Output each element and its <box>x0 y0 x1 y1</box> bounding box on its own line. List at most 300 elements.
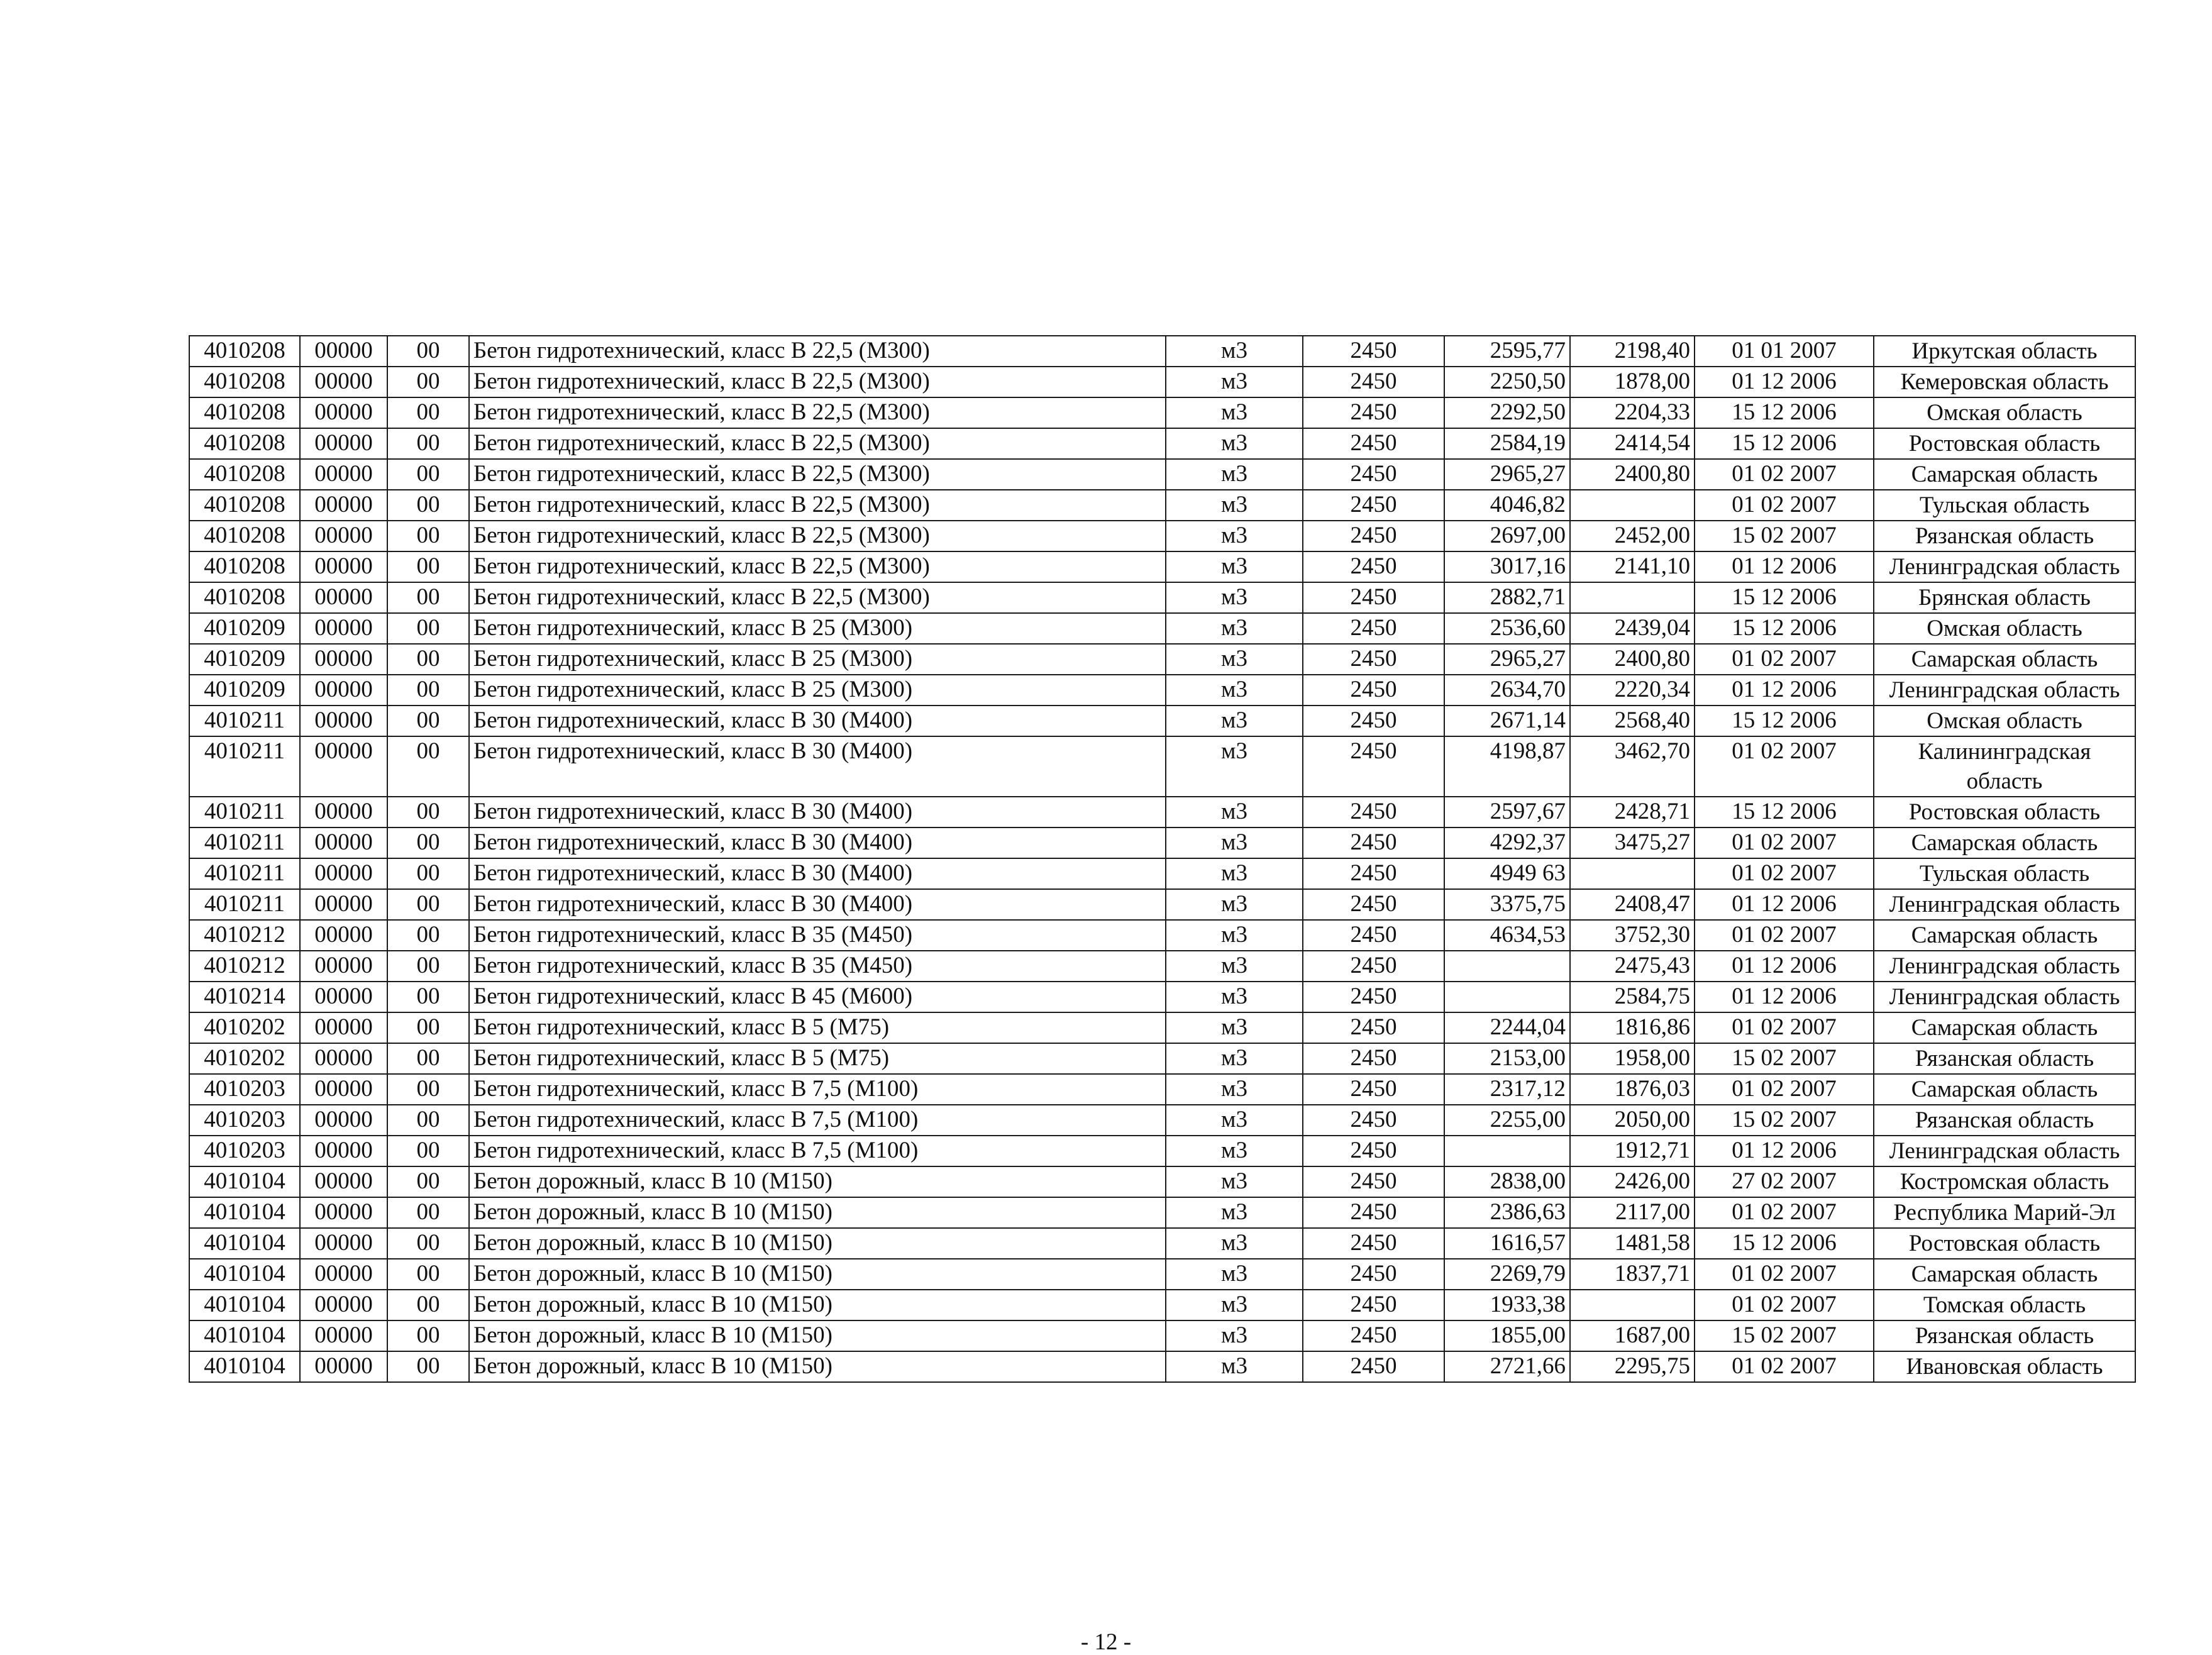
cell-version: 00 <box>387 951 469 982</box>
table-row <box>189 736 2135 797</box>
cell-price-2: 2439,04 <box>1570 613 1695 644</box>
cell-code: 4010104 <box>189 1320 300 1351</box>
table-row <box>189 920 2135 951</box>
cell-region: Кемеровская область <box>1874 367 2135 397</box>
cell-material-name: Бетон дорожный, класс В 10 (М150) <box>469 1197 1166 1228</box>
cell-price-1 <box>1444 982 1570 1012</box>
page-number: - 12 - <box>1080 1629 1132 1655</box>
cell-price-2: 2426,00 <box>1570 1166 1695 1197</box>
table-row <box>189 1136 2135 1166</box>
table-row <box>189 1074 2135 1105</box>
cell-version: 00 <box>387 459 469 490</box>
cell-code: 4010203 <box>189 1105 300 1136</box>
table-row <box>189 828 2135 858</box>
cell-code: 4010209 <box>189 644 300 675</box>
cell-material-name: Бетон гидротехнический, класс В 22,5 (М300) <box>469 397 1166 428</box>
cell-unit: м3 <box>1166 336 1303 367</box>
cell-price-2: 2295,75 <box>1570 1351 1695 1382</box>
cell-region: Омская область <box>1874 397 2135 428</box>
cell-density: 2450 <box>1303 644 1444 675</box>
cell-density: 2450 <box>1303 490 1444 521</box>
cell-region: Рязанская область <box>1874 1043 2135 1074</box>
cell-unit: м3 <box>1166 982 1303 1012</box>
cell-region: Ростовская область <box>1874 428 2135 459</box>
table-row <box>189 521 2135 551</box>
table-row <box>189 951 2135 982</box>
cell-version: 00 <box>387 920 469 951</box>
cell-unit: м3 <box>1166 367 1303 397</box>
cell-region: Самарская область <box>1874 920 2135 951</box>
cell-region: Ленинградская область <box>1874 1136 2135 1166</box>
table-row <box>189 490 2135 521</box>
cell-density: 2450 <box>1303 1351 1444 1382</box>
cell-version: 00 <box>387 797 469 828</box>
cell-material-name: Бетон дорожный, класс В 10 (М150) <box>469 1290 1166 1320</box>
cell-date: 01 02 2007 <box>1695 1074 1874 1105</box>
table-row <box>189 397 2135 428</box>
cell-material-name: Бетон гидротехнический, класс В 30 (М400) <box>469 706 1166 736</box>
cell-subcode: 00000 <box>300 797 387 828</box>
cell-price-1: 2882,71 <box>1444 582 1570 613</box>
cell-date: 01 02 2007 <box>1695 644 1874 675</box>
cell-code: 4010208 <box>189 551 300 582</box>
cell-code: 4010104 <box>189 1351 300 1382</box>
table-row <box>189 1259 2135 1290</box>
cell-date: 15 12 2006 <box>1695 1228 1874 1259</box>
cell-density: 2450 <box>1303 428 1444 459</box>
cell-unit: м3 <box>1166 1166 1303 1197</box>
cell-unit: м3 <box>1166 1043 1303 1074</box>
cell-date: 01 02 2007 <box>1695 459 1874 490</box>
cell-material-name: Бетон гидротехнический, класс В 22,5 (М300) <box>469 428 1166 459</box>
cell-material-name: Бетон дорожный, класс В 10 (М150) <box>469 1351 1166 1382</box>
cell-region: Республика Марий-Эл <box>1874 1197 2135 1228</box>
cell-region: Ленинградская область <box>1874 889 2135 920</box>
cell-code: 4010212 <box>189 951 300 982</box>
cell-unit: м3 <box>1166 1320 1303 1351</box>
cell-unit: м3 <box>1166 521 1303 551</box>
cell-price-1: 2269,79 <box>1444 1259 1570 1290</box>
cell-price-1: 2965,27 <box>1444 459 1570 490</box>
cell-date: 01 12 2006 <box>1695 982 1874 1012</box>
cell-price-1: 2584,19 <box>1444 428 1570 459</box>
cell-material-name: Бетон гидротехнический, класс В 35 (М450) <box>469 951 1166 982</box>
cell-unit: м3 <box>1166 736 1303 797</box>
cell-version: 00 <box>387 1351 469 1382</box>
cell-date: 01 02 2007 <box>1695 1012 1874 1043</box>
cell-version: 00 <box>387 490 469 521</box>
cell-subcode: 00000 <box>300 428 387 459</box>
cell-code: 4010202 <box>189 1012 300 1043</box>
cell-price-1: 4046,82 <box>1444 490 1570 521</box>
table-row <box>189 797 2135 828</box>
cell-subcode: 00000 <box>300 982 387 1012</box>
cell-date: 15 12 2006 <box>1695 582 1874 613</box>
cell-density: 2450 <box>1303 1136 1444 1166</box>
table-row <box>189 1197 2135 1228</box>
cell-density: 2450 <box>1303 1012 1444 1043</box>
table-row <box>189 582 2135 613</box>
cell-subcode: 00000 <box>300 920 387 951</box>
cell-date: 01 02 2007 <box>1695 1351 1874 1382</box>
cell-price-2: 3752,30 <box>1570 920 1695 951</box>
table-row <box>189 336 2135 367</box>
cell-price-1 <box>1444 1136 1570 1166</box>
cell-price-2: 1687,00 <box>1570 1320 1695 1351</box>
cell-unit: м3 <box>1166 858 1303 889</box>
cell-region: Брянская область <box>1874 582 2135 613</box>
cell-density: 2450 <box>1303 551 1444 582</box>
cell-region: Костромская область <box>1874 1166 2135 1197</box>
cell-price-1: 2595,77 <box>1444 336 1570 367</box>
cell-material-name: Бетон дорожный, класс В 10 (М150) <box>469 1166 1166 1197</box>
cell-price-2: 1912,71 <box>1570 1136 1695 1166</box>
cell-material-name: Бетон гидротехнический, класс В 5 (М75) <box>469 1043 1166 1074</box>
cell-price-1: 4634,53 <box>1444 920 1570 951</box>
cell-code: 4010209 <box>189 613 300 644</box>
cell-code: 4010208 <box>189 521 300 551</box>
cell-version: 00 <box>387 1320 469 1351</box>
cell-subcode: 00000 <box>300 644 387 675</box>
cell-price-1: 2597,67 <box>1444 797 1570 828</box>
cell-subcode: 00000 <box>300 858 387 889</box>
cell-code: 4010208 <box>189 367 300 397</box>
cell-unit: м3 <box>1166 675 1303 706</box>
cell-price-1: 3017,16 <box>1444 551 1570 582</box>
cell-region: Ленинградская область <box>1874 982 2135 1012</box>
cell-unit: м3 <box>1166 1074 1303 1105</box>
cell-density: 2450 <box>1303 675 1444 706</box>
cell-region: Ленинградская область <box>1874 675 2135 706</box>
table-row <box>189 367 2135 397</box>
table-row <box>189 1166 2135 1197</box>
cell-subcode: 00000 <box>300 675 387 706</box>
cell-region: Ленинградская область <box>1874 551 2135 582</box>
cell-price-2: 2428,71 <box>1570 797 1695 828</box>
cell-density: 2450 <box>1303 797 1444 828</box>
cell-version: 00 <box>387 1166 469 1197</box>
cell-price-2 <box>1570 490 1695 521</box>
table-row <box>189 675 2135 706</box>
cell-date: 01 01 2007 <box>1695 336 1874 367</box>
cell-subcode: 00000 <box>300 1228 387 1259</box>
cell-code: 4010211 <box>189 858 300 889</box>
cell-date: 15 12 2006 <box>1695 613 1874 644</box>
cell-price-1: 2721,66 <box>1444 1351 1570 1382</box>
cell-material-name: Бетон гидротехнический, класс В 30 (М400) <box>469 797 1166 828</box>
cell-date: 15 02 2007 <box>1695 521 1874 551</box>
cell-region: Тульская область <box>1874 490 2135 521</box>
cell-subcode: 00000 <box>300 582 387 613</box>
cell-version: 00 <box>387 521 469 551</box>
cell-price-1: 2536,60 <box>1444 613 1570 644</box>
cell-price-1: 2292,50 <box>1444 397 1570 428</box>
cell-date: 01 12 2006 <box>1695 551 1874 582</box>
cell-price-2: 1837,71 <box>1570 1259 1695 1290</box>
cell-price-1: 2671,14 <box>1444 706 1570 736</box>
cell-price-1: 2965,27 <box>1444 644 1570 675</box>
cell-unit: м3 <box>1166 1136 1303 1166</box>
cell-density: 2450 <box>1303 920 1444 951</box>
cell-version: 00 <box>387 858 469 889</box>
cell-date: 01 02 2007 <box>1695 828 1874 858</box>
cell-price-2: 3462,70 <box>1570 736 1695 797</box>
cell-version: 00 <box>387 706 469 736</box>
cell-price-2: 2141,10 <box>1570 551 1695 582</box>
cell-region: Самарская область <box>1874 828 2135 858</box>
cell-material-name: Бетон гидротехнический, класс В 30 (М400) <box>469 828 1166 858</box>
cell-price-1: 2255,00 <box>1444 1105 1570 1136</box>
price-table <box>189 335 2136 1383</box>
cell-density: 2450 <box>1303 336 1444 367</box>
cell-price-1: 2317,12 <box>1444 1074 1570 1105</box>
cell-code: 4010208 <box>189 459 300 490</box>
cell-price-1: 1855,00 <box>1444 1320 1570 1351</box>
cell-density: 2450 <box>1303 858 1444 889</box>
cell-price-1: 2838,00 <box>1444 1166 1570 1197</box>
cell-date: 01 02 2007 <box>1695 1259 1874 1290</box>
cell-density: 2450 <box>1303 736 1444 797</box>
cell-material-name: Бетон дорожный, класс В 10 (М150) <box>469 1320 1166 1351</box>
cell-material-name: Бетон дорожный, класс В 10 (М150) <box>469 1259 1166 1290</box>
cell-price-1: 2697,00 <box>1444 521 1570 551</box>
cell-version: 00 <box>387 582 469 613</box>
cell-subcode: 00000 <box>300 1290 387 1320</box>
cell-subcode: 00000 <box>300 1012 387 1043</box>
cell-unit: м3 <box>1166 490 1303 521</box>
cell-region: Самарская область <box>1874 1074 2135 1105</box>
cell-code: 4010208 <box>189 490 300 521</box>
cell-unit: м3 <box>1166 459 1303 490</box>
cell-density: 2450 <box>1303 521 1444 551</box>
cell-version: 00 <box>387 736 469 797</box>
cell-density: 2450 <box>1303 1166 1444 1197</box>
cell-region: Рязанская область <box>1874 521 2135 551</box>
table-body <box>189 336 2135 1382</box>
cell-code: 4010203 <box>189 1136 300 1166</box>
cell-code: 4010211 <box>189 889 300 920</box>
table-row <box>189 1228 2135 1259</box>
cell-region: Томская область <box>1874 1290 2135 1320</box>
cell-price-1: 1933,38 <box>1444 1290 1570 1320</box>
cell-price-2: 2400,80 <box>1570 644 1695 675</box>
cell-region: Самарская область <box>1874 459 2135 490</box>
cell-version: 00 <box>387 1136 469 1166</box>
cell-price-1: 4949 63 <box>1444 858 1570 889</box>
cell-subcode: 00000 <box>300 551 387 582</box>
cell-material-name: Бетон гидротехнический, класс В 7,5 (М100) <box>469 1074 1166 1105</box>
cell-price-1: 1616,57 <box>1444 1228 1570 1259</box>
cell-subcode: 00000 <box>300 1105 387 1136</box>
cell-density: 2450 <box>1303 459 1444 490</box>
cell-version: 00 <box>387 1290 469 1320</box>
cell-version: 00 <box>387 613 469 644</box>
cell-code: 4010208 <box>189 582 300 613</box>
cell-date: 15 12 2006 <box>1695 428 1874 459</box>
cell-date: 01 12 2006 <box>1695 951 1874 982</box>
cell-density: 2450 <box>1303 1259 1444 1290</box>
cell-subcode: 00000 <box>300 1351 387 1382</box>
cell-material-name: Бетон гидротехнический, класс В 25 (М300) <box>469 613 1166 644</box>
cell-price-2: 1878,00 <box>1570 367 1695 397</box>
cell-price-2: 2414,54 <box>1570 428 1695 459</box>
table-row <box>189 1043 2135 1074</box>
cell-version: 00 <box>387 828 469 858</box>
cell-region: Ростовская область <box>1874 797 2135 828</box>
cell-date: 15 12 2006 <box>1695 797 1874 828</box>
cell-unit: м3 <box>1166 582 1303 613</box>
cell-version: 00 <box>387 1012 469 1043</box>
cell-region: Рязанская область <box>1874 1105 2135 1136</box>
cell-date: 01 02 2007 <box>1695 1290 1874 1320</box>
cell-date: 01 12 2006 <box>1695 889 1874 920</box>
cell-price-2 <box>1570 1290 1695 1320</box>
cell-code: 4010211 <box>189 706 300 736</box>
cell-price-1: 2386,63 <box>1444 1197 1570 1228</box>
cell-date: 15 12 2006 <box>1695 397 1874 428</box>
cell-region: Тульская область <box>1874 858 2135 889</box>
cell-subcode: 00000 <box>300 1166 387 1197</box>
cell-material-name: Бетон дорожный, класс В 10 (М150) <box>469 1228 1166 1259</box>
table-row <box>189 889 2135 920</box>
cell-unit: м3 <box>1166 920 1303 951</box>
cell-code: 4010209 <box>189 675 300 706</box>
cell-material-name: Бетон гидротехнический, класс В 22,5 (М300) <box>469 582 1166 613</box>
cell-subcode: 00000 <box>300 1043 387 1074</box>
table-row <box>189 1290 2135 1320</box>
cell-price-2: 2584,75 <box>1570 982 1695 1012</box>
cell-material-name: Бетон гидротехнический, класс В 22,5 (М300) <box>469 521 1166 551</box>
cell-date: 01 02 2007 <box>1695 490 1874 521</box>
cell-density: 2450 <box>1303 1320 1444 1351</box>
cell-version: 00 <box>387 428 469 459</box>
cell-material-name: Бетон гидротехнический, класс В 22,5 (М300) <box>469 459 1166 490</box>
cell-price-2: 2452,00 <box>1570 521 1695 551</box>
cell-price-1 <box>1444 951 1570 982</box>
cell-version: 00 <box>387 982 469 1012</box>
cell-material-name: Бетон гидротехнический, класс В 5 (М75) <box>469 1012 1166 1043</box>
table-row <box>189 459 2135 490</box>
cell-price-2: 1816,86 <box>1570 1012 1695 1043</box>
cell-density: 2450 <box>1303 613 1444 644</box>
cell-date: 15 12 2006 <box>1695 706 1874 736</box>
cell-price-1: 3375,75 <box>1444 889 1570 920</box>
table-row <box>189 982 2135 1012</box>
cell-code: 4010104 <box>189 1166 300 1197</box>
cell-version: 00 <box>387 367 469 397</box>
cell-material-name: Бетон гидротехнический, класс В 30 (М400) <box>469 858 1166 889</box>
cell-price-2: 1876,03 <box>1570 1074 1695 1105</box>
cell-density: 2450 <box>1303 706 1444 736</box>
cell-date: 27 02 2007 <box>1695 1166 1874 1197</box>
cell-version: 00 <box>387 1259 469 1290</box>
cell-code: 4010208 <box>189 428 300 459</box>
cell-material-name: Бетон гидротехнический, класс В 22,5 (М300) <box>469 367 1166 397</box>
cell-unit: м3 <box>1166 1290 1303 1320</box>
cell-date: 15 02 2007 <box>1695 1043 1874 1074</box>
cell-code: 4010104 <box>189 1259 300 1290</box>
cell-date: 01 12 2006 <box>1695 1136 1874 1166</box>
cell-date: 15 02 2007 <box>1695 1105 1874 1136</box>
cell-density: 2450 <box>1303 1290 1444 1320</box>
cell-density: 2450 <box>1303 582 1444 613</box>
cell-version: 00 <box>387 675 469 706</box>
cell-unit: м3 <box>1166 1259 1303 1290</box>
cell-region: Ивановская область <box>1874 1351 2135 1382</box>
cell-unit: м3 <box>1166 706 1303 736</box>
table-row <box>189 551 2135 582</box>
cell-material-name: Бетон гидротехнический, класс В 25 (М300) <box>469 644 1166 675</box>
table-row <box>189 428 2135 459</box>
cell-density: 2450 <box>1303 1074 1444 1105</box>
cell-subcode: 00000 <box>300 336 387 367</box>
table-row <box>189 706 2135 736</box>
cell-price-1: 2634,70 <box>1444 675 1570 706</box>
cell-subcode: 00000 <box>300 521 387 551</box>
cell-price-1: 2244,04 <box>1444 1012 1570 1043</box>
cell-subcode: 00000 <box>300 459 387 490</box>
cell-code: 4010211 <box>189 736 300 797</box>
cell-code: 4010203 <box>189 1074 300 1105</box>
cell-subcode: 00000 <box>300 706 387 736</box>
cell-unit: м3 <box>1166 551 1303 582</box>
cell-subcode: 00000 <box>300 736 387 797</box>
cell-unit: м3 <box>1166 797 1303 828</box>
cell-price-2 <box>1570 582 1695 613</box>
cell-date: 01 02 2007 <box>1695 920 1874 951</box>
cell-unit: м3 <box>1166 1228 1303 1259</box>
cell-unit: м3 <box>1166 1351 1303 1382</box>
cell-subcode: 00000 <box>300 1136 387 1166</box>
cell-unit: м3 <box>1166 397 1303 428</box>
cell-price-2 <box>1570 858 1695 889</box>
cell-price-2: 1958,00 <box>1570 1043 1695 1074</box>
cell-date: 01 02 2007 <box>1695 736 1874 797</box>
cell-price-1: 2153,00 <box>1444 1043 1570 1074</box>
cell-subcode: 00000 <box>300 1320 387 1351</box>
cell-material-name: Бетон гидротехнический, класс В 7,5 (М100) <box>469 1105 1166 1136</box>
cell-code: 4010104 <box>189 1290 300 1320</box>
cell-unit: м3 <box>1166 428 1303 459</box>
cell-subcode: 00000 <box>300 1259 387 1290</box>
cell-material-name: Бетон гидротехнический, класс В 22,5 (М300) <box>469 336 1166 367</box>
cell-density: 2450 <box>1303 1043 1444 1074</box>
cell-unit: м3 <box>1166 644 1303 675</box>
cell-subcode: 00000 <box>300 490 387 521</box>
cell-density: 2450 <box>1303 982 1444 1012</box>
cell-material-name: Бетон гидротехнический, класс В 22,5 (М300) <box>469 551 1166 582</box>
cell-unit: м3 <box>1166 1197 1303 1228</box>
cell-region: Рязанская область <box>1874 1320 2135 1351</box>
cell-material-name: Бетон гидротехнический, класс В 30 (М400) <box>469 736 1166 797</box>
cell-unit: м3 <box>1166 828 1303 858</box>
cell-code: 4010211 <box>189 797 300 828</box>
cell-material-name: Бетон гидротехнический, класс В 30 (М400) <box>469 889 1166 920</box>
cell-code: 4010214 <box>189 982 300 1012</box>
cell-version: 00 <box>387 889 469 920</box>
cell-price-2: 2408,47 <box>1570 889 1695 920</box>
table-row <box>189 1351 2135 1382</box>
cell-density: 2450 <box>1303 1105 1444 1136</box>
cell-version: 00 <box>387 336 469 367</box>
cell-version: 00 <box>387 1043 469 1074</box>
cell-material-name: Бетон гидротехнический, класс В 7,5 (М100) <box>469 1136 1166 1166</box>
cell-price-2: 2050,00 <box>1570 1105 1695 1136</box>
cell-price-1: 2250,50 <box>1444 367 1570 397</box>
cell-version: 00 <box>387 397 469 428</box>
table-row <box>189 613 2135 644</box>
cell-subcode: 00000 <box>300 367 387 397</box>
